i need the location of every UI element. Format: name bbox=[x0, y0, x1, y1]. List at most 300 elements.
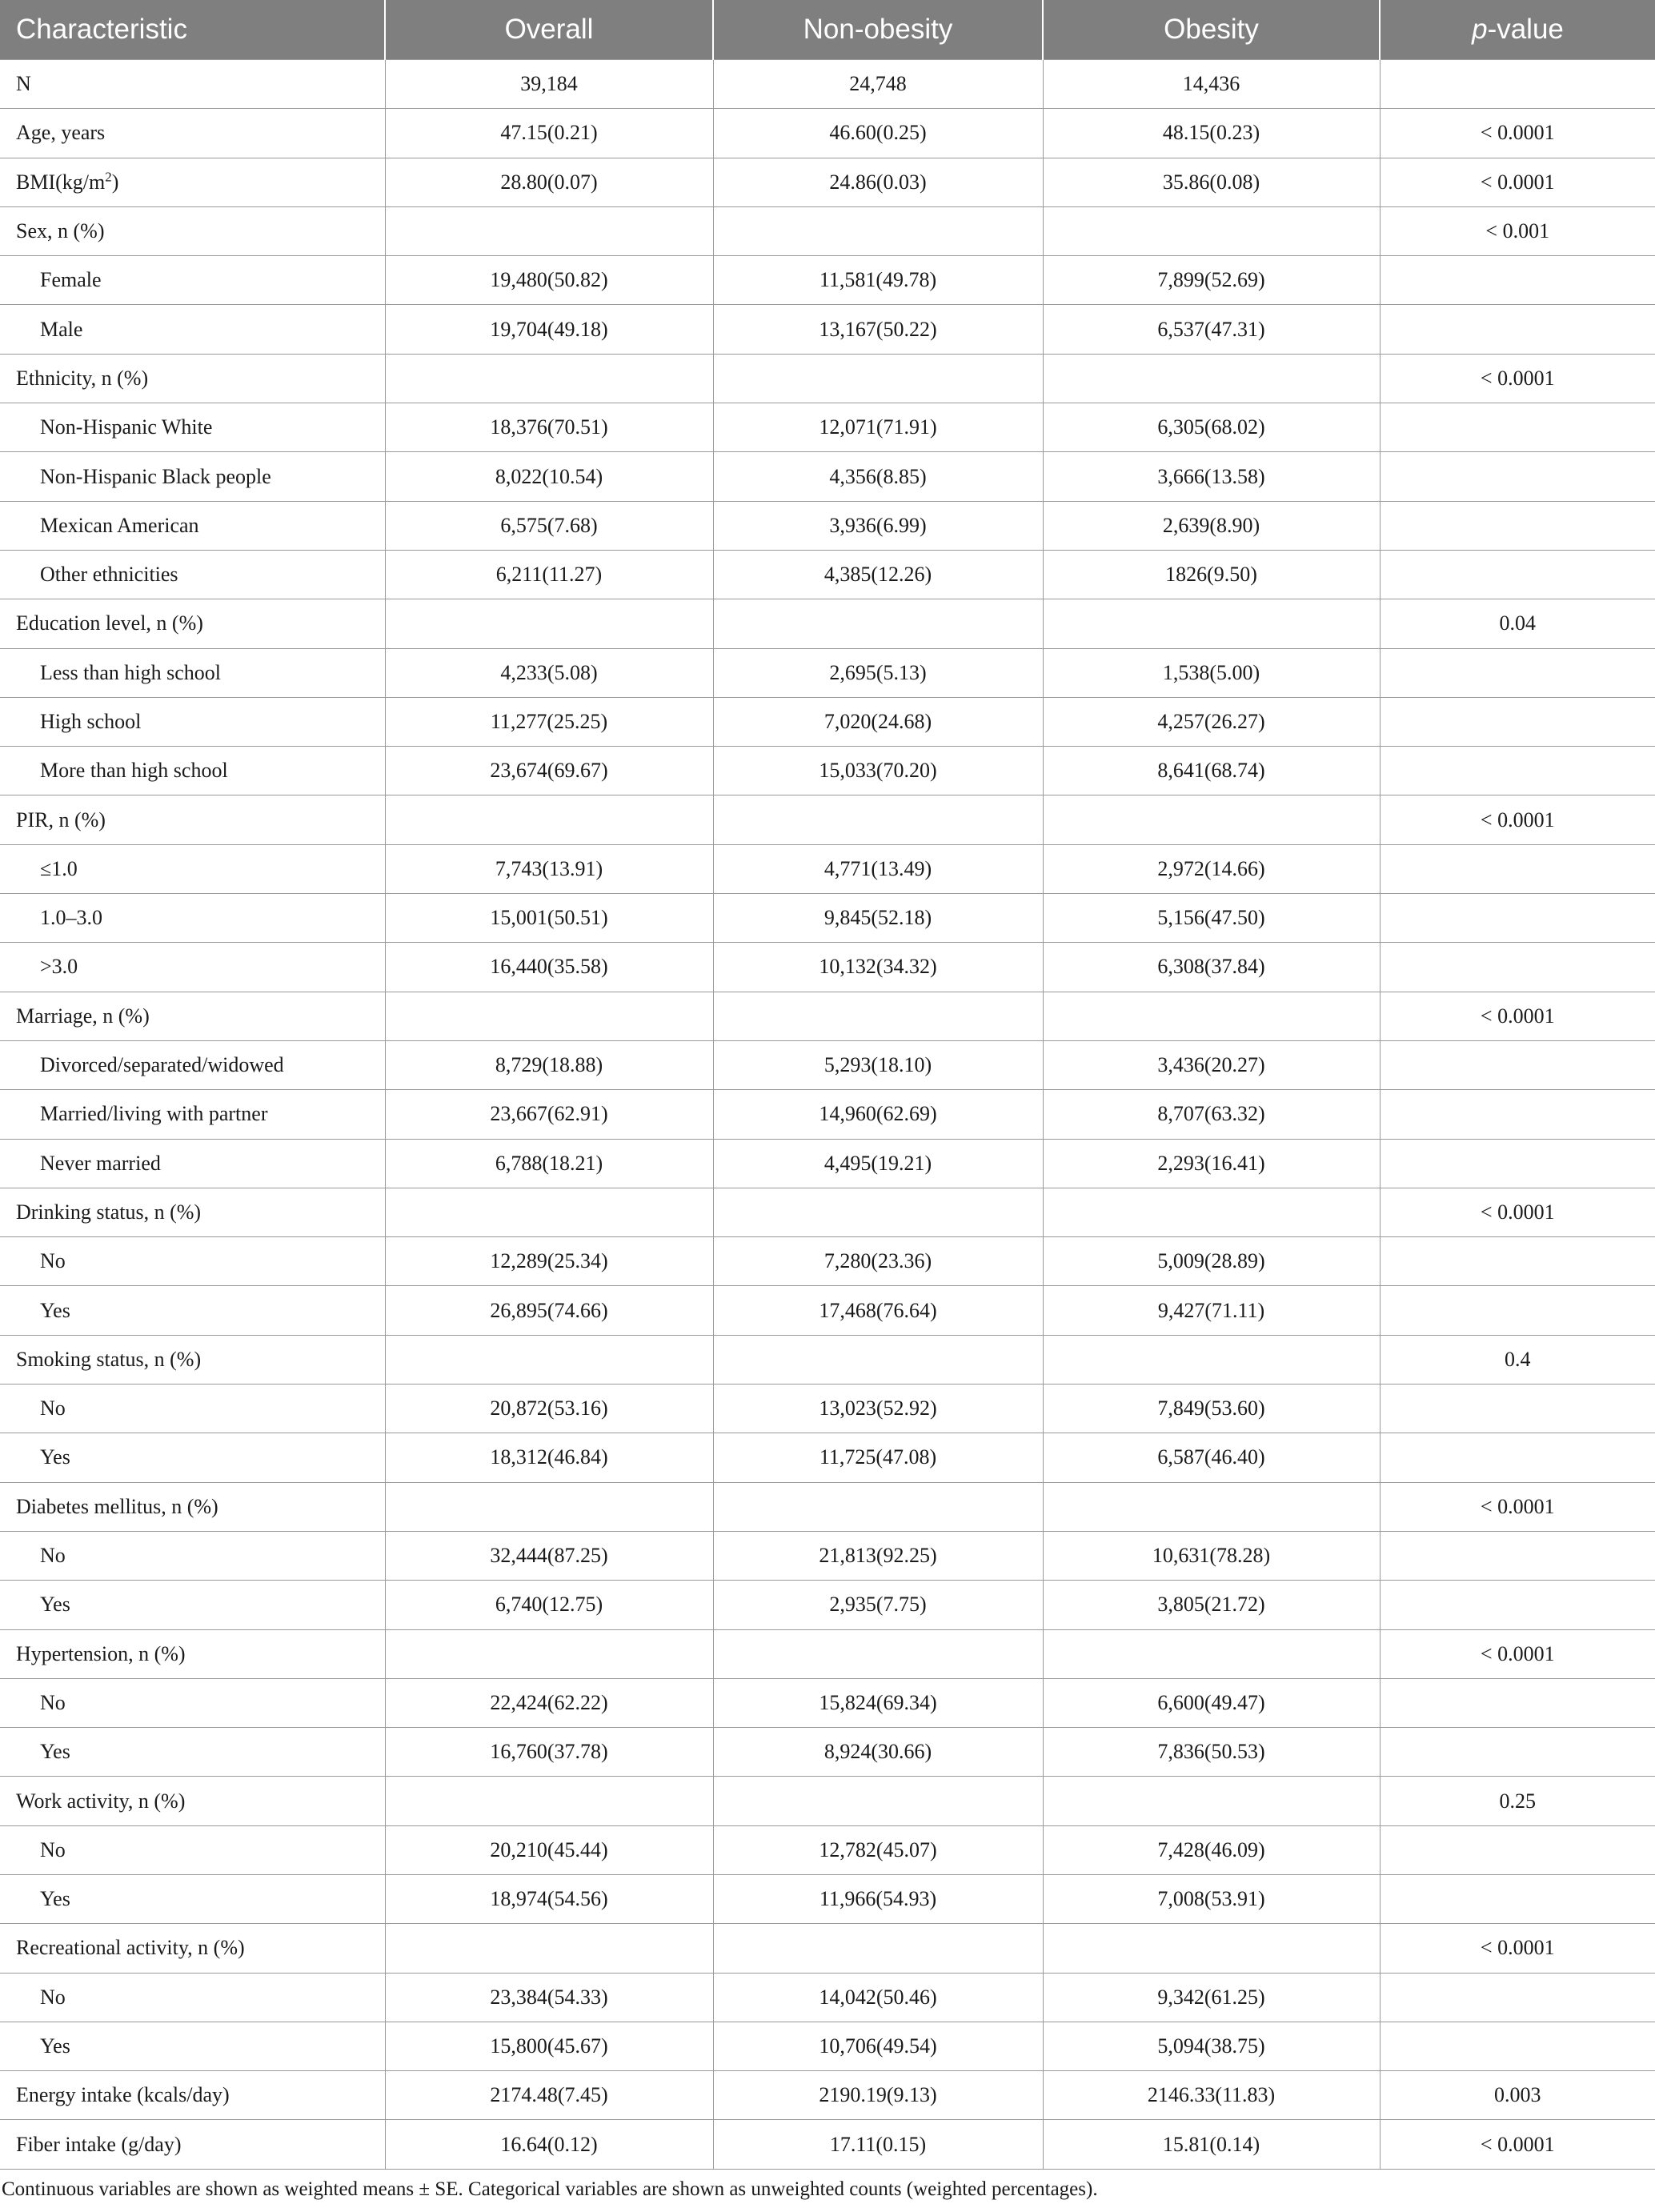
table-row bbox=[0, 1728, 1655, 1777]
cell-non-obesity bbox=[713, 1924, 1043, 1973]
row-label-text: High school bbox=[40, 710, 142, 733]
cell-non-obesity bbox=[713, 1335, 1043, 1384]
row-label bbox=[0, 1335, 385, 1384]
row-label bbox=[0, 1385, 385, 1433]
cell-p-value: 0.04 bbox=[1380, 599, 1655, 648]
cell-p-value bbox=[1380, 844, 1655, 893]
row-label bbox=[0, 1678, 385, 1727]
cell-overall: 23,384(54.33) bbox=[385, 1973, 713, 2022]
cell-obesity: 8,707(63.32) bbox=[1043, 1090, 1380, 1139]
cell-overall: 18,974(54.56) bbox=[385, 1874, 713, 1923]
cell-p-value bbox=[1380, 1581, 1655, 1629]
cell-overall: 16,440(35.58) bbox=[385, 943, 713, 992]
cell-non-obesity: 11,581(49.78) bbox=[713, 256, 1043, 305]
table-row bbox=[0, 747, 1655, 795]
cell-overall bbox=[385, 1777, 713, 1825]
row-label-text: Non-Hispanic White bbox=[40, 415, 213, 439]
row-label-text: Fiber intake (g/day) bbox=[16, 2132, 182, 2156]
table-row bbox=[0, 1139, 1655, 1188]
row-label bbox=[0, 403, 385, 452]
row-label-text: Divorced/separated/widowed bbox=[40, 1053, 284, 1077]
cell-non-obesity: 24,748 bbox=[713, 60, 1043, 109]
cell-obesity bbox=[1043, 992, 1380, 1040]
table-row bbox=[0, 1678, 1655, 1727]
header-non-obesity: Non-obesity bbox=[713, 0, 1043, 60]
cell-p-value: < 0.0001 bbox=[1380, 992, 1655, 1040]
cell-overall: 18,376(70.51) bbox=[385, 403, 713, 452]
cell-obesity bbox=[1043, 1924, 1380, 1973]
cell-overall: 2174.48(7.45) bbox=[385, 2071, 713, 2120]
cell-p-value bbox=[1380, 943, 1655, 992]
cell-non-obesity bbox=[713, 992, 1043, 1040]
row-label bbox=[0, 795, 385, 844]
cell-non-obesity: 10,132(34.32) bbox=[713, 943, 1043, 992]
cell-obesity: 7,008(53.91) bbox=[1043, 1874, 1380, 1923]
cell-p-value bbox=[1380, 747, 1655, 795]
table-row bbox=[0, 1040, 1655, 1089]
cell-obesity: 15.81(0.14) bbox=[1043, 2120, 1380, 2169]
row-label bbox=[0, 648, 385, 697]
cell-non-obesity: 17,468(76.64) bbox=[713, 1286, 1043, 1335]
row-label bbox=[0, 1973, 385, 2022]
cell-p-value bbox=[1380, 1385, 1655, 1433]
header-obesity: Obesity bbox=[1043, 0, 1380, 60]
table-row bbox=[0, 60, 1655, 109]
cell-overall: 6,575(7.68) bbox=[385, 501, 713, 550]
row-label bbox=[0, 1433, 385, 1482]
cell-p-value: < 0.0001 bbox=[1380, 1482, 1655, 1531]
cell-obesity: 2,972(14.66) bbox=[1043, 844, 1380, 893]
row-label-text: No bbox=[40, 1837, 66, 1861]
cell-non-obesity: 2,935(7.75) bbox=[713, 1581, 1043, 1629]
table-row bbox=[0, 1090, 1655, 1139]
row-label-text: Marriage, n (%) bbox=[16, 1004, 150, 1028]
header-characteristic: Characteristic bbox=[0, 0, 385, 60]
table-row bbox=[0, 648, 1655, 697]
row-label-text: Yes bbox=[40, 1593, 70, 1617]
row-label bbox=[0, 1924, 385, 1973]
cell-obesity: 3,666(13.58) bbox=[1043, 452, 1380, 501]
cell-p-value bbox=[1380, 1825, 1655, 1874]
table-row bbox=[0, 1482, 1655, 1531]
cell-non-obesity bbox=[713, 1482, 1043, 1531]
row-label bbox=[0, 697, 385, 746]
row-label-text: Age, years bbox=[16, 121, 106, 145]
cell-obesity: 1826(9.50) bbox=[1043, 550, 1380, 599]
cell-obesity bbox=[1043, 795, 1380, 844]
row-label bbox=[0, 206, 385, 255]
row-label bbox=[0, 943, 385, 992]
cell-non-obesity bbox=[713, 1777, 1043, 1825]
row-label-text: Diabetes mellitus, n (%) bbox=[16, 1494, 218, 1518]
table-row bbox=[0, 452, 1655, 501]
cell-p-value bbox=[1380, 1531, 1655, 1580]
row-label bbox=[0, 1286, 385, 1335]
cell-non-obesity: 11,966(54.93) bbox=[713, 1874, 1043, 1923]
row-label bbox=[0, 2071, 385, 2120]
row-label-text: PIR, n (%) bbox=[16, 807, 106, 832]
table-row bbox=[0, 1924, 1655, 1973]
table-row bbox=[0, 305, 1655, 354]
table-row bbox=[0, 2022, 1655, 2070]
table-row bbox=[0, 1531, 1655, 1580]
cell-overall bbox=[385, 206, 713, 255]
row-label-text: No bbox=[40, 1249, 66, 1273]
row-label bbox=[0, 305, 385, 354]
row-label-text: Sex, n (%) bbox=[16, 219, 105, 243]
row-label-text: Mexican American bbox=[40, 513, 199, 537]
row-label bbox=[0, 1581, 385, 1629]
cell-p-value bbox=[1380, 256, 1655, 305]
cell-obesity bbox=[1043, 599, 1380, 648]
row-label bbox=[0, 452, 385, 501]
row-label bbox=[0, 844, 385, 893]
cell-p-value: < 0.0001 bbox=[1380, 354, 1655, 403]
cell-overall: 4,233(5.08) bbox=[385, 648, 713, 697]
cell-overall: 12,289(25.34) bbox=[385, 1237, 713, 1286]
cell-non-obesity bbox=[713, 795, 1043, 844]
cell-p-value: < 0.001 bbox=[1380, 206, 1655, 255]
cell-p-value: < 0.0001 bbox=[1380, 2120, 1655, 2169]
row-label-text: Female bbox=[40, 268, 102, 292]
cell-p-value: < 0.0001 bbox=[1380, 158, 1655, 206]
cell-p-value bbox=[1380, 550, 1655, 599]
header-p-suffix: -value bbox=[1487, 14, 1564, 45]
cell-overall: 16,760(37.78) bbox=[385, 1728, 713, 1777]
cell-overall: 16.64(0.12) bbox=[385, 2120, 713, 2169]
cell-overall: 28.80(0.07) bbox=[385, 158, 713, 206]
cell-obesity bbox=[1043, 1777, 1380, 1825]
row-label-text: Smoking status, n (%) bbox=[16, 1347, 202, 1371]
cell-obesity: 4,257(26.27) bbox=[1043, 697, 1380, 746]
row-label bbox=[0, 1139, 385, 1188]
row-label-text: Hypertension, n (%) bbox=[16, 1641, 186, 1665]
cell-overall bbox=[385, 1188, 713, 1236]
row-label bbox=[0, 894, 385, 943]
cell-non-obesity bbox=[713, 354, 1043, 403]
cell-non-obesity bbox=[713, 599, 1043, 648]
table-row bbox=[0, 1973, 1655, 2022]
cell-obesity: 2,293(16.41) bbox=[1043, 1139, 1380, 1188]
cell-non-obesity: 13,023(52.92) bbox=[713, 1385, 1043, 1433]
cell-p-value bbox=[1380, 1040, 1655, 1089]
cell-non-obesity: 15,824(69.34) bbox=[713, 1678, 1043, 1727]
row-label bbox=[0, 1531, 385, 1580]
cell-non-obesity bbox=[713, 1629, 1043, 1678]
cell-non-obesity: 4,771(13.49) bbox=[713, 844, 1043, 893]
cell-non-obesity: 2190.19(9.13) bbox=[713, 2071, 1043, 2120]
row-label bbox=[0, 2120, 385, 2169]
row-label-text: Yes bbox=[40, 1887, 70, 1911]
row-label-text: No bbox=[40, 1985, 66, 2009]
row-label bbox=[0, 158, 385, 206]
cell-p-value: < 0.0001 bbox=[1380, 1924, 1655, 1973]
cell-obesity: 10,631(78.28) bbox=[1043, 1531, 1380, 1580]
table-row bbox=[0, 256, 1655, 305]
cell-non-obesity bbox=[713, 1188, 1043, 1236]
cell-overall bbox=[385, 599, 713, 648]
table-row bbox=[0, 844, 1655, 893]
cell-non-obesity: 24.86(0.03) bbox=[713, 158, 1043, 206]
cell-obesity: 48.15(0.23) bbox=[1043, 109, 1380, 158]
table-row bbox=[0, 2120, 1655, 2169]
row-label bbox=[0, 1482, 385, 1531]
row-label-text: Energy intake (kcals/day) bbox=[16, 2083, 230, 2107]
cell-non-obesity: 11,725(47.08) bbox=[713, 1433, 1043, 1482]
cell-p-value bbox=[1380, 697, 1655, 746]
row-label-text: Yes bbox=[40, 1298, 70, 1322]
cell-non-obesity: 7,020(24.68) bbox=[713, 697, 1043, 746]
cell-p-value: < 0.0001 bbox=[1380, 795, 1655, 844]
cell-overall: 19,480(50.82) bbox=[385, 256, 713, 305]
cell-obesity: 7,849(53.60) bbox=[1043, 1385, 1380, 1433]
row-label-suffix: ) bbox=[111, 170, 119, 194]
cell-non-obesity: 5,293(18.10) bbox=[713, 1040, 1043, 1089]
cell-overall: 6,211(11.27) bbox=[385, 550, 713, 599]
row-label-text: Drinking status, n (%) bbox=[16, 1200, 202, 1224]
row-label-text: Ethnicity, n (%) bbox=[16, 366, 149, 390]
cell-obesity: 7,428(46.09) bbox=[1043, 1825, 1380, 1874]
row-label bbox=[0, 550, 385, 599]
cell-non-obesity: 3,936(6.99) bbox=[713, 501, 1043, 550]
cell-overall: 22,424(62.22) bbox=[385, 1678, 713, 1727]
cell-obesity: 7,899(52.69) bbox=[1043, 256, 1380, 305]
cell-overall: 18,312(46.84) bbox=[385, 1433, 713, 1482]
cell-obesity: 6,587(46.40) bbox=[1043, 1433, 1380, 1482]
cell-p-value bbox=[1380, 1237, 1655, 1286]
cell-overall: 6,788(18.21) bbox=[385, 1139, 713, 1188]
cell-overall: 20,872(53.16) bbox=[385, 1385, 713, 1433]
table-row bbox=[0, 894, 1655, 943]
table-row bbox=[0, 2071, 1655, 2120]
cell-p-value bbox=[1380, 1139, 1655, 1188]
cell-p-value bbox=[1380, 60, 1655, 109]
table-row bbox=[0, 1777, 1655, 1825]
table-row bbox=[0, 501, 1655, 550]
cell-overall bbox=[385, 1924, 713, 1973]
cell-p-value bbox=[1380, 1678, 1655, 1727]
row-label bbox=[0, 1237, 385, 1286]
header-p-value bbox=[1380, 0, 1655, 60]
cell-p-value bbox=[1380, 403, 1655, 452]
row-label-text: No bbox=[40, 1397, 66, 1421]
row-label-text: No bbox=[40, 1544, 66, 1568]
cell-non-obesity bbox=[713, 206, 1043, 255]
row-label-text: Married/living with partner bbox=[40, 1102, 268, 1126]
cell-p-value bbox=[1380, 452, 1655, 501]
cell-obesity: 6,600(49.47) bbox=[1043, 1678, 1380, 1727]
cell-non-obesity: 4,356(8.85) bbox=[713, 452, 1043, 501]
cell-non-obesity: 10,706(49.54) bbox=[713, 2022, 1043, 2070]
cell-overall: 23,674(69.67) bbox=[385, 747, 713, 795]
table-header bbox=[0, 0, 1655, 60]
cell-overall: 20,210(45.44) bbox=[385, 1825, 713, 1874]
cell-p-value bbox=[1380, 1973, 1655, 2022]
cell-p-value bbox=[1380, 1728, 1655, 1777]
cell-overall bbox=[385, 1629, 713, 1678]
table-body bbox=[0, 60, 1655, 2170]
cell-non-obesity: 4,385(12.26) bbox=[713, 550, 1043, 599]
cell-overall: 32,444(87.25) bbox=[385, 1531, 713, 1580]
cell-overall: 11,277(25.25) bbox=[385, 697, 713, 746]
row-label-text: Yes bbox=[40, 2034, 70, 2058]
row-label-text: Non-Hispanic Black people bbox=[40, 464, 271, 488]
cell-non-obesity: 17.11(0.15) bbox=[713, 2120, 1043, 2169]
cell-overall: 15,001(50.51) bbox=[385, 894, 713, 943]
cell-overall bbox=[385, 795, 713, 844]
row-label bbox=[0, 1629, 385, 1678]
table-row bbox=[0, 599, 1655, 648]
row-label-text: Work activity, n (%) bbox=[16, 1789, 186, 1813]
row-label-text: Education level, n (%) bbox=[16, 611, 203, 635]
table-row bbox=[0, 1581, 1655, 1629]
table-row bbox=[0, 1874, 1655, 1923]
cell-overall: 39,184 bbox=[385, 60, 713, 109]
table-row bbox=[0, 1237, 1655, 1286]
cell-obesity: 2,639(8.90) bbox=[1043, 501, 1380, 550]
cell-obesity: 9,342(61.25) bbox=[1043, 1973, 1380, 2022]
table-row bbox=[0, 1335, 1655, 1384]
row-label-text: No bbox=[40, 1690, 66, 1714]
row-label-text: Less than high school bbox=[40, 660, 222, 684]
table-row bbox=[0, 1433, 1655, 1482]
row-label bbox=[0, 992, 385, 1040]
cell-overall: 6,740(12.75) bbox=[385, 1581, 713, 1629]
cell-non-obesity: 7,280(23.36) bbox=[713, 1237, 1043, 1286]
row-label bbox=[0, 256, 385, 305]
cell-p-value bbox=[1380, 1874, 1655, 1923]
cell-non-obesity: 2,695(5.13) bbox=[713, 648, 1043, 697]
cell-p-value: < 0.0001 bbox=[1380, 1188, 1655, 1236]
cell-obesity bbox=[1043, 1629, 1380, 1678]
cell-overall: 47.15(0.21) bbox=[385, 109, 713, 158]
cell-non-obesity: 8,924(30.66) bbox=[713, 1728, 1043, 1777]
table-row bbox=[0, 550, 1655, 599]
cell-obesity: 8,641(68.74) bbox=[1043, 747, 1380, 795]
cell-non-obesity: 4,495(19.21) bbox=[713, 1139, 1043, 1188]
row-label-text: Yes bbox=[40, 1740, 70, 1764]
cell-overall: 7,743(13.91) bbox=[385, 844, 713, 893]
cell-p-value bbox=[1380, 2022, 1655, 2070]
row-label-text: N bbox=[16, 72, 31, 96]
row-label-superscript: 2 bbox=[105, 169, 112, 185]
table-row bbox=[0, 354, 1655, 403]
cell-p-value: < 0.0001 bbox=[1380, 1629, 1655, 1678]
table-row bbox=[0, 109, 1655, 158]
cell-obesity bbox=[1043, 1188, 1380, 1236]
table-row bbox=[0, 1385, 1655, 1433]
row-label bbox=[0, 599, 385, 648]
cell-obesity bbox=[1043, 1482, 1380, 1531]
header-row bbox=[0, 0, 1655, 60]
cell-non-obesity: 12,782(45.07) bbox=[713, 1825, 1043, 1874]
header-overall: Overall bbox=[385, 0, 713, 60]
cell-obesity: 35.86(0.08) bbox=[1043, 158, 1380, 206]
cell-obesity bbox=[1043, 354, 1380, 403]
row-label-text: More than high school bbox=[40, 759, 228, 783]
cell-obesity: 6,537(47.31) bbox=[1043, 305, 1380, 354]
cell-p-value: < 0.0001 bbox=[1380, 109, 1655, 158]
cell-p-value bbox=[1380, 305, 1655, 354]
table-row bbox=[0, 1629, 1655, 1678]
cell-overall bbox=[385, 992, 713, 1040]
cell-obesity: 5,094(38.75) bbox=[1043, 2022, 1380, 2070]
table-row bbox=[0, 158, 1655, 206]
cell-p-value bbox=[1380, 1433, 1655, 1482]
table-row bbox=[0, 1188, 1655, 1236]
cell-overall: 8,022(10.54) bbox=[385, 452, 713, 501]
table-row bbox=[0, 1825, 1655, 1874]
cell-non-obesity: 21,813(92.25) bbox=[713, 1531, 1043, 1580]
cell-non-obesity: 12,071(71.91) bbox=[713, 403, 1043, 452]
table-footnote: Continuous variables are shown as weighted means ± SE. Categorical variables are shown as unweighted counts (weighted percentages). bbox=[2, 2178, 1098, 2200]
row-label-text: ≤1.0 bbox=[40, 856, 78, 880]
cell-obesity: 5,009(28.89) bbox=[1043, 1237, 1380, 1286]
row-label bbox=[0, 1090, 385, 1139]
cell-obesity: 1,538(5.00) bbox=[1043, 648, 1380, 697]
row-label-text: Never married bbox=[40, 1151, 161, 1175]
table-row bbox=[0, 697, 1655, 746]
table-row bbox=[0, 795, 1655, 844]
cell-non-obesity: 14,042(50.46) bbox=[713, 1973, 1043, 2022]
row-label bbox=[0, 501, 385, 550]
row-label bbox=[0, 2022, 385, 2070]
row-label bbox=[0, 1874, 385, 1923]
header-p-italic: p bbox=[1472, 14, 1488, 45]
row-label-text: Recreational activity, n (%) bbox=[16, 1936, 245, 1960]
cell-obesity: 7,836(50.53) bbox=[1043, 1728, 1380, 1777]
row-label bbox=[0, 1188, 385, 1236]
table-row bbox=[0, 992, 1655, 1040]
row-label bbox=[0, 354, 385, 403]
row-label bbox=[0, 1728, 385, 1777]
row-label bbox=[0, 747, 385, 795]
row-label bbox=[0, 1040, 385, 1089]
cell-non-obesity: 15,033(70.20) bbox=[713, 747, 1043, 795]
cell-overall bbox=[385, 354, 713, 403]
cell-p-value bbox=[1380, 1090, 1655, 1139]
cell-p-value: 0.4 bbox=[1380, 1335, 1655, 1384]
table-row bbox=[0, 943, 1655, 992]
row-label bbox=[0, 1777, 385, 1825]
cell-non-obesity: 13,167(50.22) bbox=[713, 305, 1043, 354]
row-label-text: >3.0 bbox=[40, 955, 78, 979]
cell-overall: 8,729(18.88) bbox=[385, 1040, 713, 1089]
cell-p-value bbox=[1380, 894, 1655, 943]
cell-non-obesity: 9,845(52.18) bbox=[713, 894, 1043, 943]
cell-overall: 15,800(45.67) bbox=[385, 2022, 713, 2070]
row-label-text: BMI(kg/m bbox=[16, 170, 106, 194]
cell-p-value bbox=[1380, 648, 1655, 697]
cell-overall: 23,667(62.91) bbox=[385, 1090, 713, 1139]
table-row bbox=[0, 206, 1655, 255]
cell-p-value bbox=[1380, 501, 1655, 550]
cell-overall bbox=[385, 1335, 713, 1384]
cell-obesity bbox=[1043, 206, 1380, 255]
row-label bbox=[0, 109, 385, 158]
row-label bbox=[0, 1825, 385, 1874]
cell-p-value bbox=[1380, 1286, 1655, 1335]
row-label-text: 1.0–3.0 bbox=[40, 906, 102, 930]
cell-overall bbox=[385, 1482, 713, 1531]
cell-p-value: 0.003 bbox=[1380, 2071, 1655, 2120]
cell-overall: 26,895(74.66) bbox=[385, 1286, 713, 1335]
cell-obesity: 6,308(37.84) bbox=[1043, 943, 1380, 992]
cell-overall: 19,704(49.18) bbox=[385, 305, 713, 354]
row-label-text: Male bbox=[40, 317, 83, 341]
cell-obesity: 3,805(21.72) bbox=[1043, 1581, 1380, 1629]
cell-obesity: 5,156(47.50) bbox=[1043, 894, 1380, 943]
